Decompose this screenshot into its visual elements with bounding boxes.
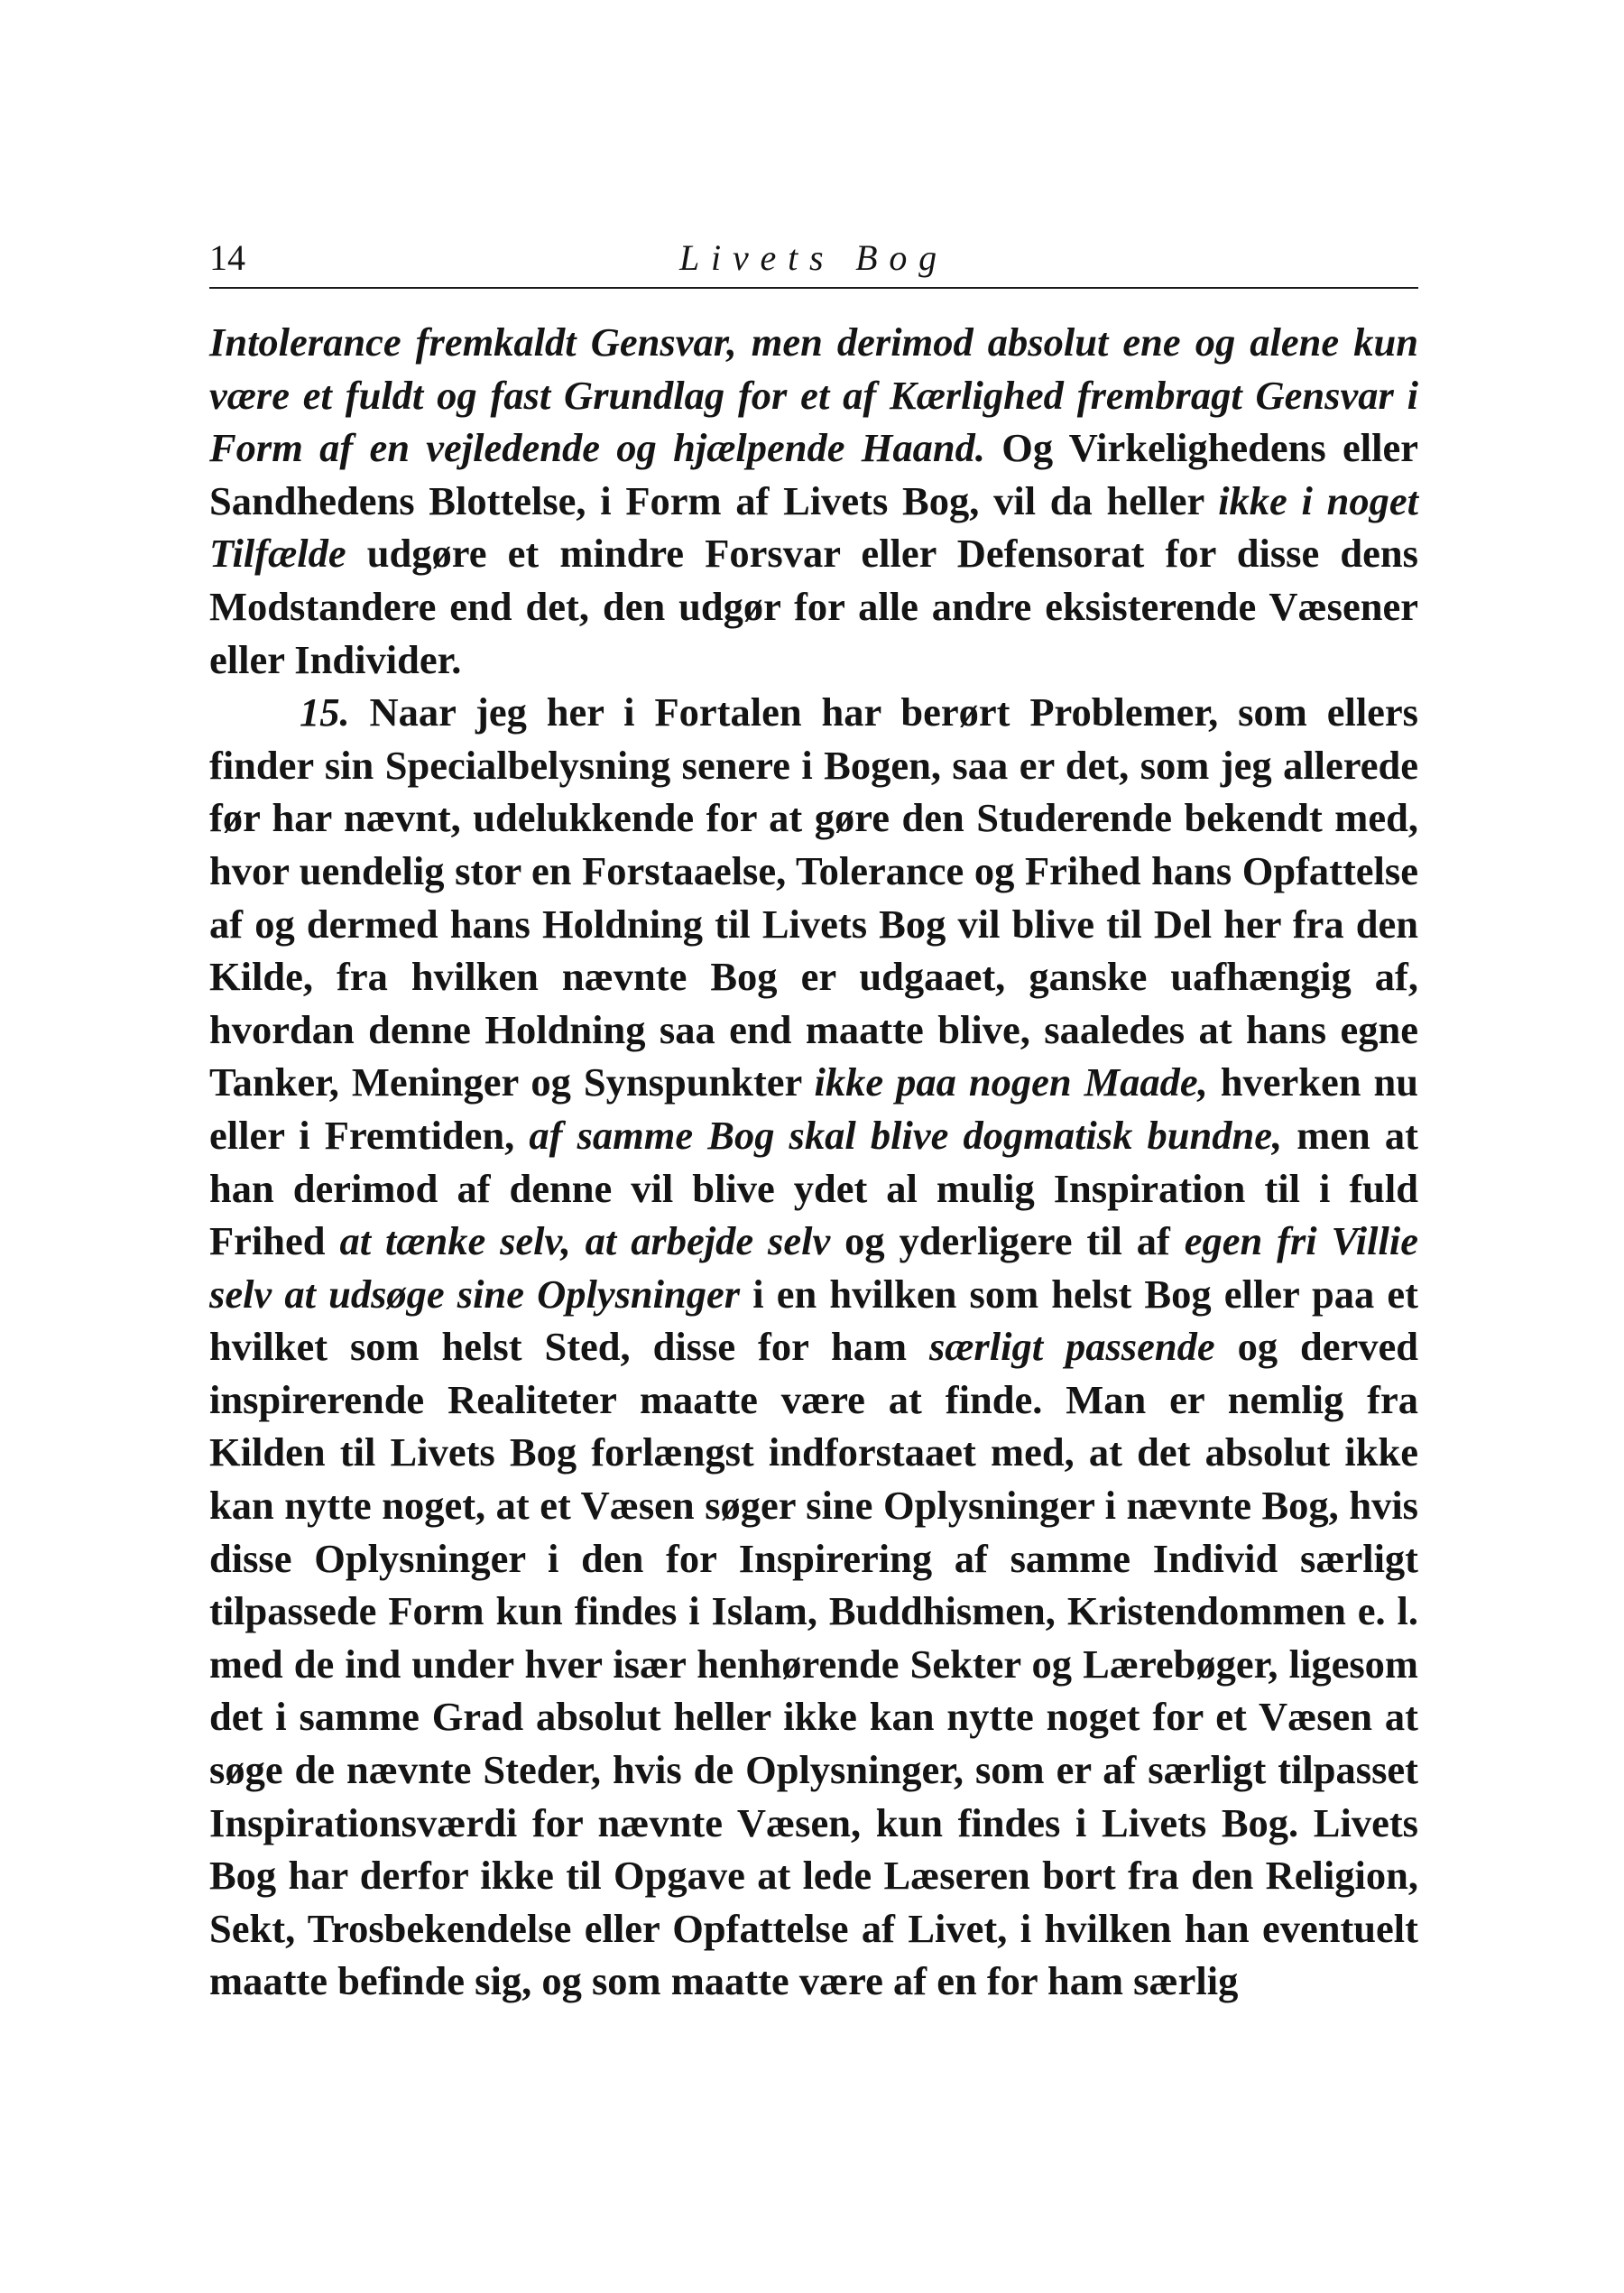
text-segment: men at han derimod af denne vil blive ydet al mulig Inspiration til i fuld Frihed	[209, 1112, 1418, 1264]
text-segment: udgøre et mindre Forsvar eller Defensorat for disse dens Modstandere end det, den udgør for alle andre eksisterende Væsener eller Individer.	[209, 531, 1418, 682]
italic-text-segment: ikke i noget Tilfælde	[209, 477, 1418, 577]
text-segment: og yderligere til af	[830, 1218, 1185, 1264]
page-number: 14	[209, 237, 245, 278]
italic-text-segment: af samme Bog skal blive dogmatisk bundne,	[529, 1112, 1283, 1158]
text-segment: Naar jeg her i Fortalen har berørt Problemer, som ellers finder sin Specialbelysning senere i Bogen, saa er det, som jeg allerede før har nævnt, udelukkende for at gøre den Studerende bekendt med, hvor uendelig stor en Forstaaelse, Tolerance og Frihed hans Opfattelse af og dermed hans Holdning til Livets Bog vil blive til Del her fra den Kilde, fra hvilken nævnte Bog er udgaaet, ganske uafhængig af, hvordan denne Holdning saa end maatte blive, saaledes at hans egne Tanker, Meninger og Synspunkter	[209, 689, 1418, 1105]
page-header	[209, 230, 1418, 293]
italic-text-segment: ikke paa nogen Maade,	[814, 1059, 1208, 1105]
italic-text-segment: Intolerance fremkaldt Gensvar, men derimod absolut ene og alene kun være et fuldt og fast Grundlag for et af Kærlighed frembragt Gensvar i Form af en vejledende og hjælpende Haand.	[209, 319, 1418, 471]
paragraph	[209, 316, 1418, 686]
italic-text-segment: egen fri Villie selv at udsøge sine Oplysninger	[209, 1218, 1418, 1317]
body-text	[209, 316, 1418, 2008]
header-rule	[209, 287, 1418, 289]
text-segment: hverken nu eller i Fremtiden,	[209, 1059, 1418, 1158]
text-segment: i en hvilken som helst Bog eller paa et hvilket som helst Sted, disse for ham	[209, 1271, 1419, 1370]
italic-text-segment: 15.	[300, 689, 350, 735]
italic-text-segment: at tænke selv, at arbejde selv	[339, 1218, 831, 1264]
paragraph	[209, 686, 1418, 2008]
text-segment: Og Virkelighedens eller Sandhedens Blottelse, i Form af Livets Bog, vil da heller	[209, 425, 1419, 523]
text-segment: og derved inspirerende Realiteter maatte være at finde. Man er nemlig fra Kilden til Livets Bog forlængst indforstaaet med, at det absolut ikke kan nytte noget, at et Væsen søger sine Oplysninger i nævnte Bog, hvis disse Oplysninger i den for Inspirering af samme Individ særligt tilpassede Form kun findes i Islam, Buddhismen, Kristendommen e. l. med de ind under hver især henhørende Sekter og Lærebøger, ligesom det i samme Grad absolut heller ikke kan nytte noget for et Væsen at søge de nævnte Steder, hvis de Oplysninger, som er af særligt tilpasset Inspirationsværdi for nævnte Væsen, kun findes i Livets Bog. Livets Bog har derfor ikke til Opgave at lede Læseren bort fra den Religion, Sekt, Trosbekendelse eller Opfattelse af Livet, i hvilken han eventuelt maatte befinde sig, og som maatte være af en for ham særlig	[209, 1324, 1418, 2004]
running-title: Livets Bog	[679, 237, 948, 278]
italic-text-segment: særligt passende	[928, 1324, 1215, 1370]
